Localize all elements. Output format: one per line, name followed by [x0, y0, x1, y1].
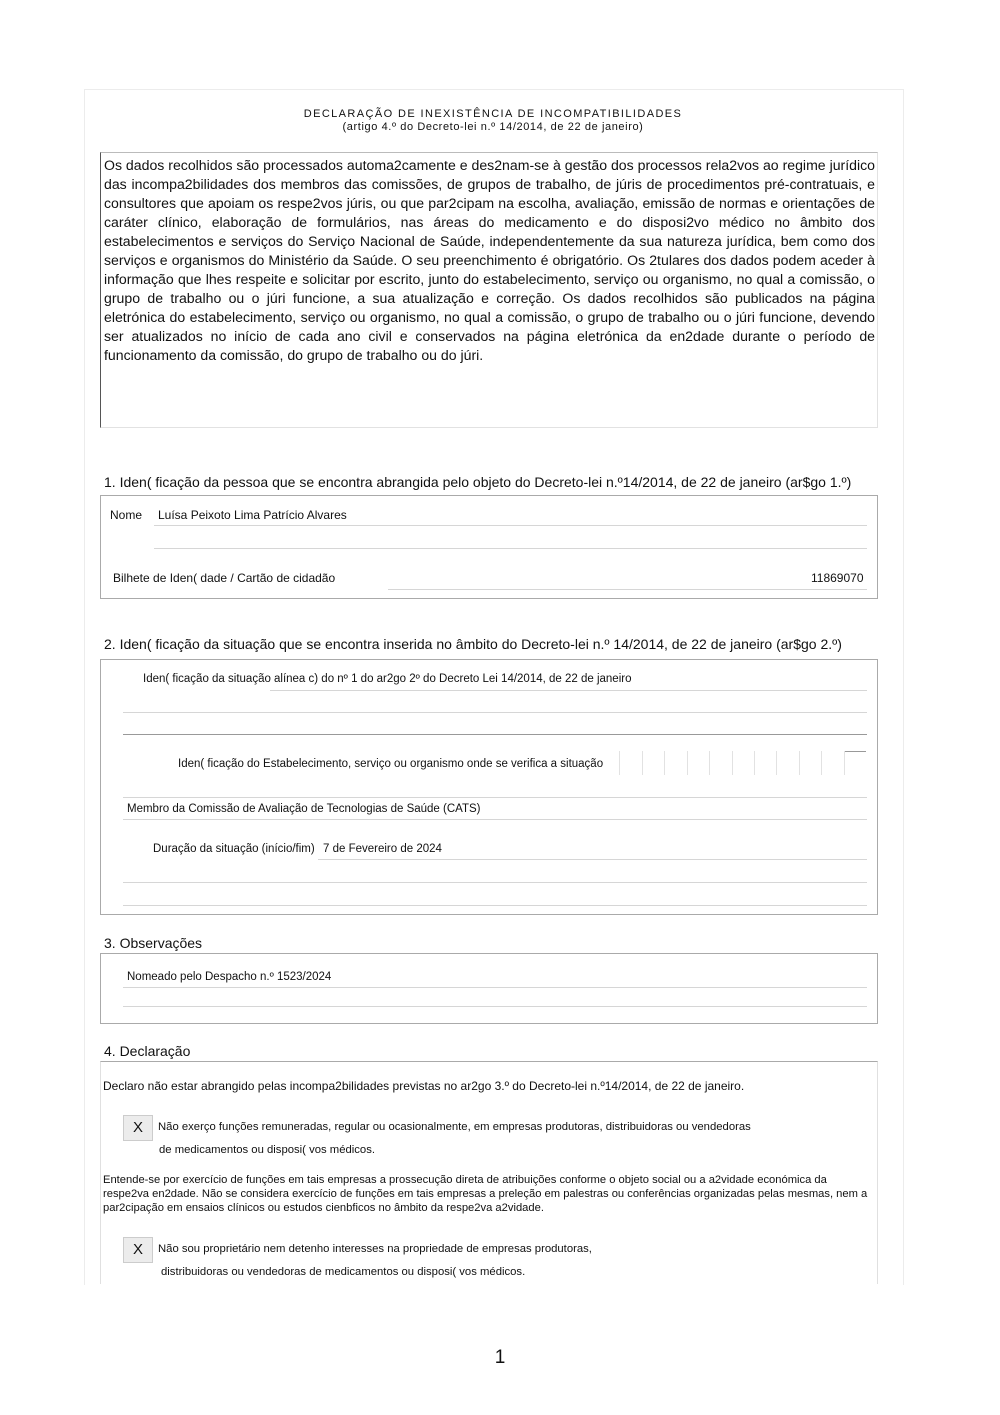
- note-line1: Entende-se por exercício de funções em tais empresas a prossecução direta de atribuições conforme o objeto social ou a a2vidade económica da: [103, 1174, 827, 1186]
- check2-text-line2: distribuidoras ou vendedoras de medicamentos ou disposi( vos médicos.: [161, 1266, 526, 1278]
- name-field[interactable]: Luísa Peixoto Lima Patrício Alvares: [158, 508, 347, 522]
- declaration-intro: Declaro não estar abrangido pelas incompa2bilidades previstas no ar2go 3.º do Decreto-lei n.º14/2014, de 22 de janeiro.: [103, 1079, 745, 1093]
- check2-text-line1: Não sou proprietário nem detenho interesses na propriedade de empresas produtoras,: [158, 1243, 592, 1255]
- name-label: Nome: [110, 508, 143, 522]
- establishment-cells: [598, 751, 866, 775]
- privacy-notice-text: Os dados recolhidos são processados automa2camente e des2nam-se à gestão dos processos rela2vos ao regime jurídico das incompa2bilidades dos membros das comissões, de grupos de trabalho, de júris de procedimentos pré-contratuais, e consultores que apoiam os respe2vos júris, ou que par2cipam na escolha, avaliação, emissão de normas e orientações de caráter clínico, elaboração de formulários, nas áreas do medicamento e do disposi2vo médico no âmbito dos estabelecimentos e serviços do Serviço Nacional de Saúde, independentemente da sua natureza jurídica, bem como dos serviços e organismos do Ministério da Saúde. O seu preenchimento é obrigatório. Os 2tulares dos dados podem aceder à informação que lhes respeite e solicitar por escrito, junto do estabelecimento, serviço ou organismo, no qual a comissão, o grupo de trabalho ou o júri funcione, a sua atualização e correção. Os dados recolhidos são publicados na página eletrónica do estabelecimento, serviço ou organismo, no qual a comissão, o grupo de trabalho ou o júri funcione, devendo ser atualizados no início de cada ano civil e conservados na página eletrónica da en2dade durante o período de funcionamento da comissão, do grupo de trabalho ou do júri.: [104, 157, 875, 363]
- section1-title: 1. Iden( ficação da pessoa que se encontra abrangida pelo objeto do Decreto-lei n.º14/2014, de 22 de janeiro (ar$go 1.º): [104, 474, 852, 490]
- duration-underline: [318, 859, 867, 860]
- page-number: 1: [494, 1347, 506, 1368]
- situation-field[interactable]: alínea c) do nº 1 do ar2go 2º do Decreto Lei 14/2014, de 22 de janeiro: [274, 673, 632, 685]
- observations-underline: [123, 987, 867, 988]
- section3-box: [100, 953, 878, 1024]
- duration-line-3: [123, 905, 867, 906]
- duration-line-2: [123, 882, 867, 883]
- establishment-underline-2: [123, 819, 867, 820]
- name-underline-2: [154, 548, 867, 549]
- check1-text-line1: Não exerço funções remuneradas, regular ou ocasionalmente, em empresas produtoras, distribuidoras ou vendedoras: [158, 1121, 751, 1133]
- id-card-field[interactable]: 11869070: [811, 571, 864, 585]
- duration-field[interactable]: 7 de Fevereiro de 2024: [323, 843, 442, 855]
- note-line3: par2cipação em ensaios clínicos ou estudos cienbficos no âmbito da respe2va a2vidade.: [103, 1202, 544, 1214]
- privacy-notice-box: [100, 152, 878, 428]
- check1-text-line2: de medicamentos ou disposi( vos médicos.: [159, 1144, 375, 1156]
- establishment-field[interactable]: Membro da Comissão de Avaliação de Tecnologias de Saúde (CATS): [127, 803, 481, 815]
- duration-label: Duração da situação (início/fim): [153, 843, 315, 855]
- establishment-label: Iden( ficação do Estabelecimento, serviço ou organismo onde se verifica a situação: [178, 758, 604, 770]
- observations-field[interactable]: Nomeado pelo Despacho n.º 1523/2024: [127, 971, 332, 983]
- document-title: DECLARAÇÃO DE INEXISTÊNCIA DE INCOMPATIBILIDADES: [303, 108, 683, 120]
- section3-title: 3. Observações: [104, 935, 203, 951]
- note-line2: respe2va en2dade. Não se considera exercício de funções em tais empresas a preleção em palestras ou conferências organizadas pelas mesmas, nem a: [103, 1188, 868, 1200]
- situation-line-3: [123, 734, 867, 735]
- situation-line-2: [123, 712, 867, 713]
- document-header: [84, 108, 902, 134]
- id-card-underline: [388, 589, 867, 590]
- situation-label: Iden( ficação da situação: [143, 673, 271, 685]
- checkbox-no-ownership[interactable]: X: [123, 1237, 153, 1263]
- id-card-label: Bilhete de Iden( dade / Cartão de cidadão: [113, 571, 336, 585]
- situation-underline: [270, 690, 867, 691]
- establishment-underline: [123, 797, 867, 798]
- section2-title: 2. Iden( ficação da situação que se encontra inserida no âmbito do Decreto-lei n.º 14/2014, de 22 de janeiro (ar$go 2.º): [104, 636, 842, 652]
- checkbox-no-paid-functions[interactable]: X: [123, 1115, 153, 1141]
- section2-box: [100, 659, 878, 915]
- observations-underline-2: [123, 1006, 867, 1007]
- name-underline: [154, 525, 867, 526]
- section4-title: 4. Declaração: [104, 1043, 191, 1059]
- document-subtitle: (artigo 4.º do Decreto-lei n.º 14/2014, de 22 de janeiro): [342, 121, 644, 133]
